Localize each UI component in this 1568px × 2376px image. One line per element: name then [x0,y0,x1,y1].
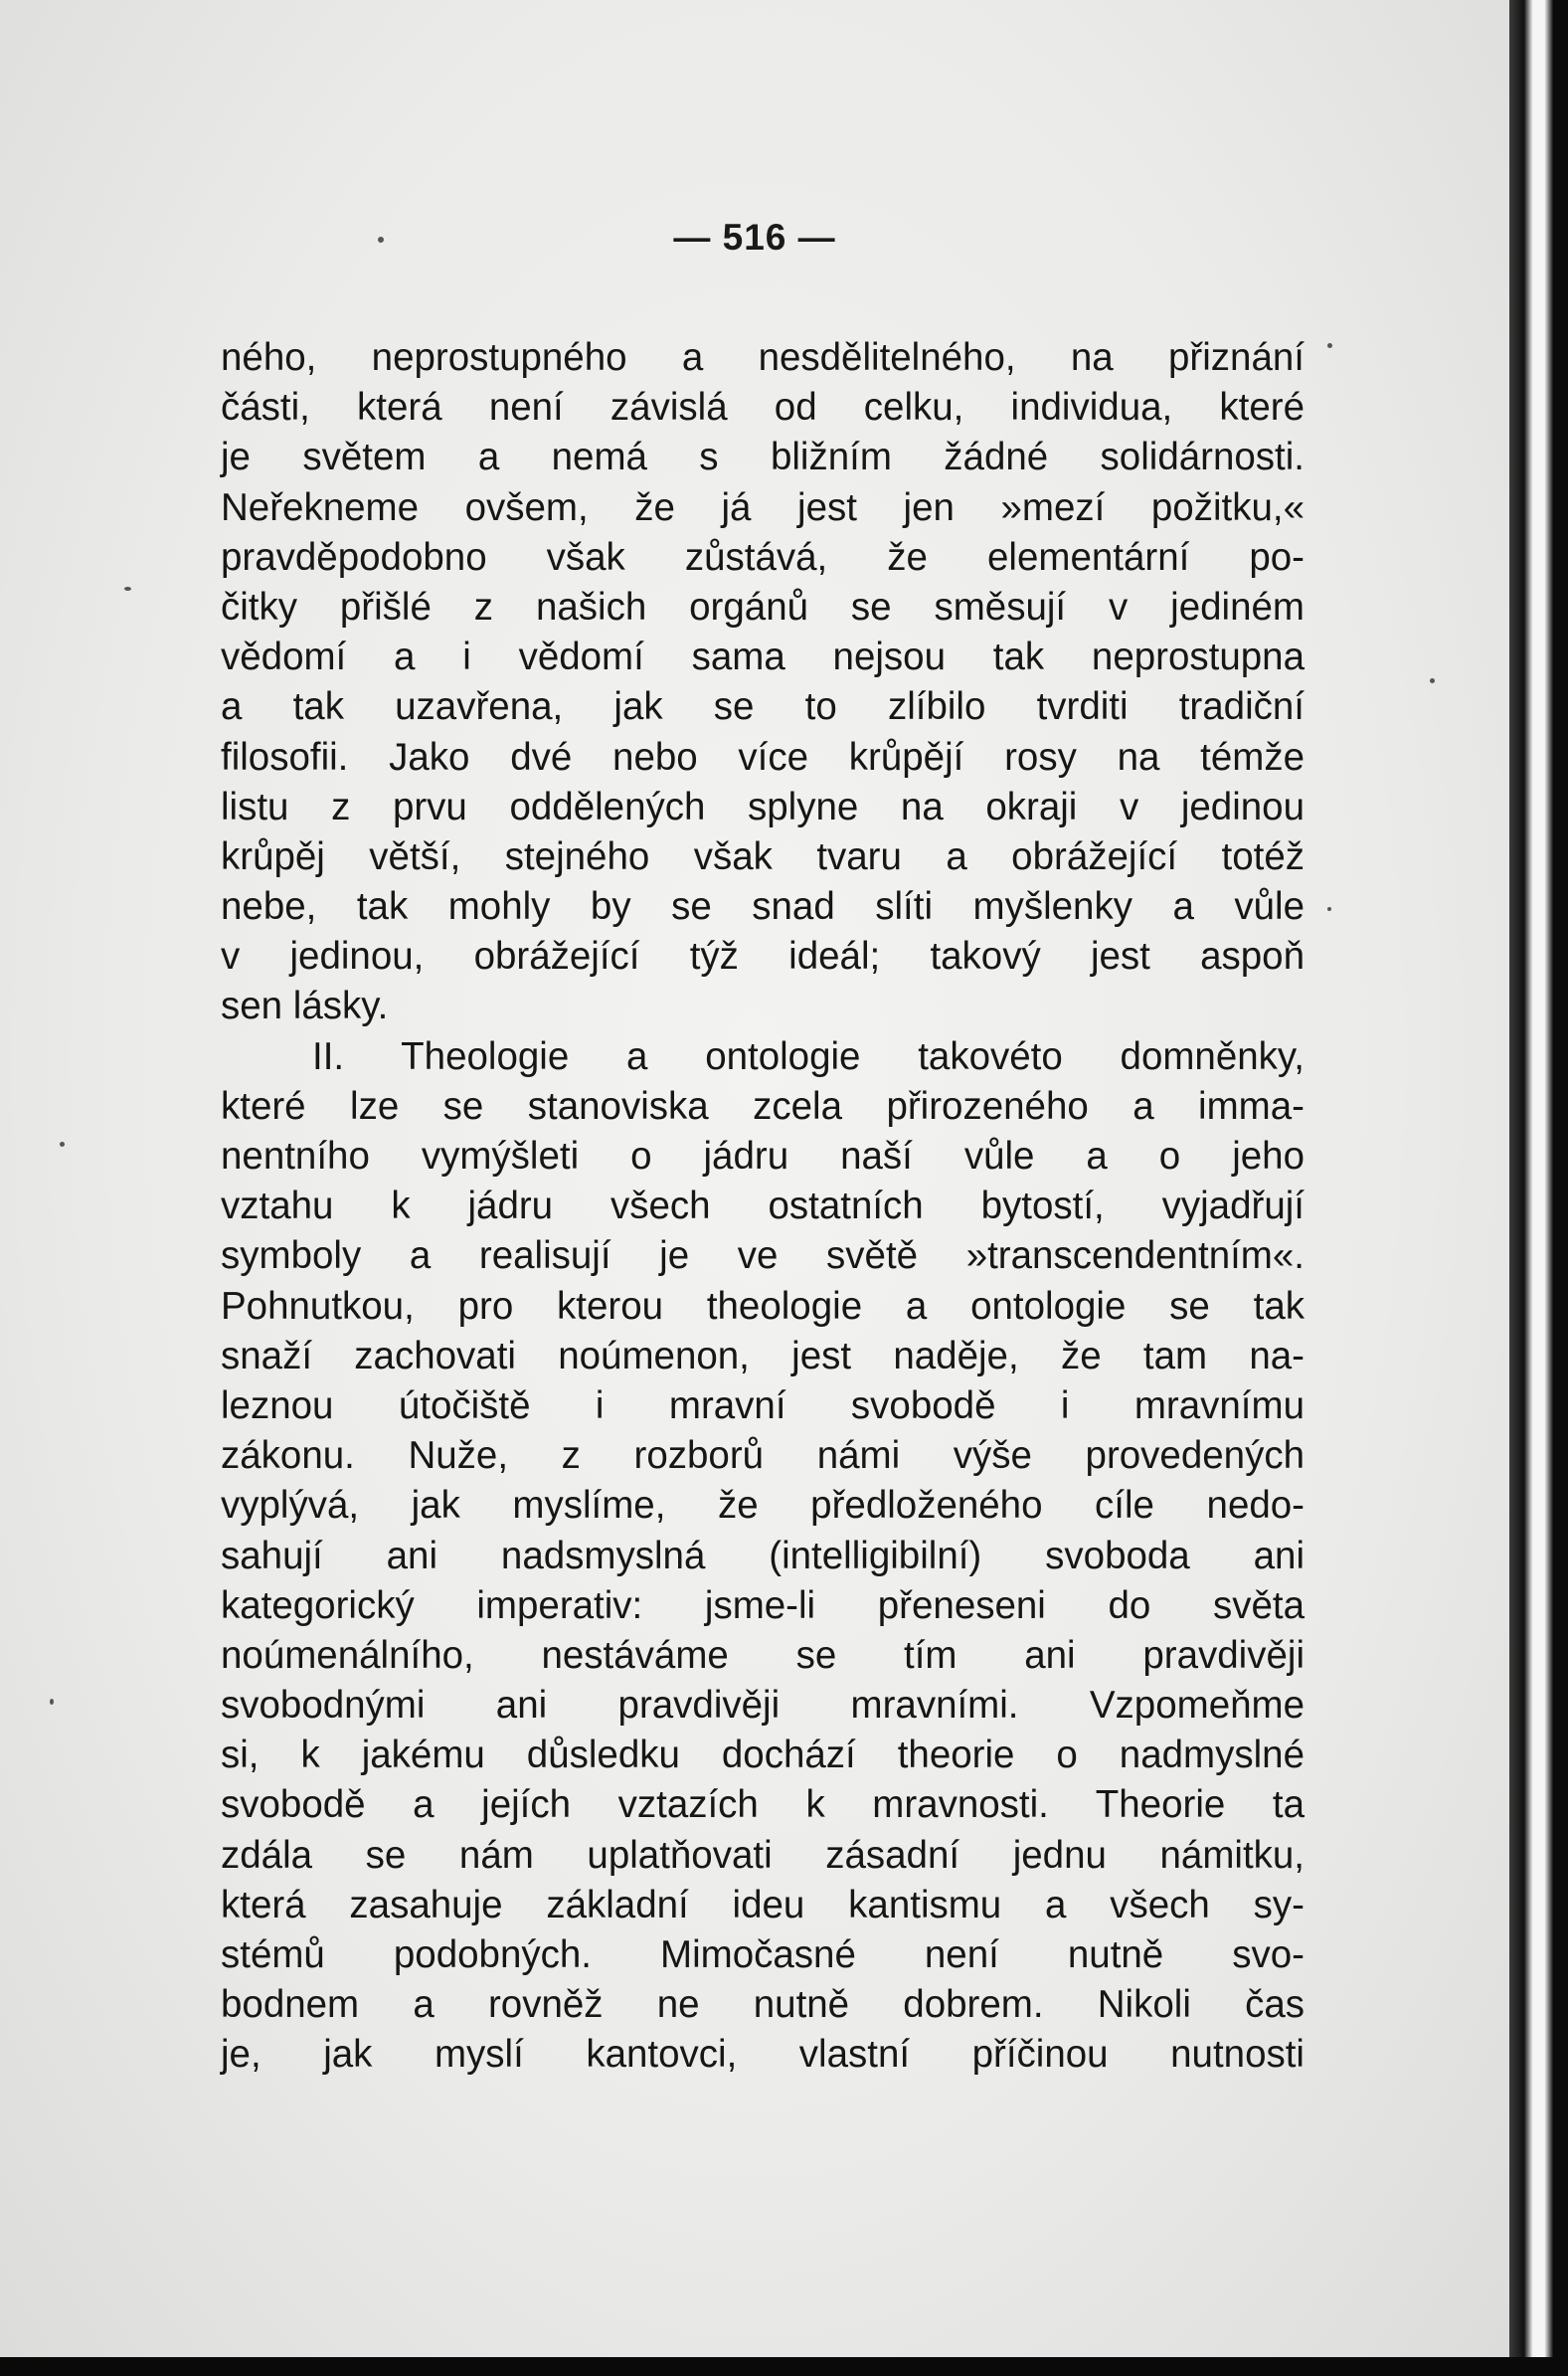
text-line: sen lásky. [221,985,389,1028]
text-line: filosofii. Jako dvé nebo více krůpějí rosy na témže [221,735,1305,779]
text-line: svobodnými ani pravdivěji mravními. Vzpomeňme [221,1684,1305,1728]
text-line: nentního vymýšleti o jádru naší vůle a o jeho [221,1135,1305,1178]
text-line: listu z prvu oddělených splyne na okraji v jedinou [221,785,1305,828]
text-line: ného, neprostupného a nesdělitelného, na přiznání [221,336,1305,379]
paper-speck [1327,907,1331,911]
text-line: pravděpodobno však zůstává, že elementární po- [221,535,1305,579]
text-line: krůpěj větší, stejného však tvaru a obrážející totéž [221,834,1305,878]
text-line: bodnem a rovněž ne nutně dobrem. Nikoli čas [221,1983,1305,2027]
text-line: které lze se stanoviska zcela přirozeného a imma- [221,1084,1305,1128]
text-line: v jedinou, obrážející týž ideál; takový jest aspoň [221,935,1305,979]
text-line: zákonu. Nuže, z rozborů námi výše provedených [221,1434,1305,1478]
paper-speck [1327,343,1332,348]
text-line: kategorický imperativ: jsme-li přeneseni do světa [221,1583,1305,1627]
text-line: noúmenálního, nestáváme se tím ani pravdivěji [221,1633,1305,1677]
text-line: zdála se nám uplatňovati zásadní jednu námitku, [221,1833,1305,1877]
paper-speck [1430,678,1435,683]
text-line: stémů podobných. Mimočasné není nutně svo- [221,1933,1305,1976]
text-line: a tak uzavřena, jak se to zlíbilo tvrditi tradiční [221,685,1305,729]
page-number: — 516 — [673,217,836,258]
text-line: snaží zachovati noúmenon, jest naděje, že tam na- [221,1334,1305,1377]
paper-speck [60,1142,65,1147]
scan-border-right [1509,0,1568,2376]
text-line: symboly a realisují je ve světě »transcendentním«. [221,1234,1305,1278]
text-line: Neřekneme ovšem, že já jest jen »mezí požitku,« [221,485,1305,529]
text-line: Pohnutkou, pro kterou theologie a ontologie se tak [221,1284,1305,1328]
text-line: svobodě a jejích vztazích k mravnosti. Theorie ta [221,1783,1305,1827]
text-line: sahují ani nadsmyslná (intelligibilní) svoboda ani [221,1534,1305,1577]
text-line: vyplývá, jak myslíme, že předloženého cíle nedo- [221,1484,1305,1528]
paper-speck [50,1699,54,1705]
text-line: vědomí a i vědomí sama nejsou tak neprostupna [221,636,1305,679]
text-line: nebe, tak mohly by se snad slíti myšlenky a vůle [221,885,1305,929]
text-line: čitky přišlé z našich orgánů se směsují v jediném [221,585,1305,629]
text-line: si, k jakému důsledku dochází theorie o nadmyslné [221,1734,1305,1777]
text-line: části, která není závislá od celku, individua, které [221,386,1305,430]
text-line: leznou útočiště i mravní svobodě i mravnímu [221,1383,1305,1427]
text-line: je, jak myslí kantovci, vlastní příčinou nutnosti [221,2033,1305,2077]
scan-border-bottom [0,2357,1568,2376]
text-line: vztahu k jádru všech ostatních bytostí, vyjadřují [221,1185,1305,1228]
text-line: která zasahuje základní ideu kantismu a všech sy- [221,1883,1305,1926]
text-line: je světem a nemá s bližním žádné solidárnosti. [221,436,1305,479]
paper-speck [124,587,131,591]
section-heading-line: II. Theologie a ontologie takovéto domněnky, [312,1034,1305,1078]
paper-speck [378,237,384,243]
body-text [221,333,1305,2081]
